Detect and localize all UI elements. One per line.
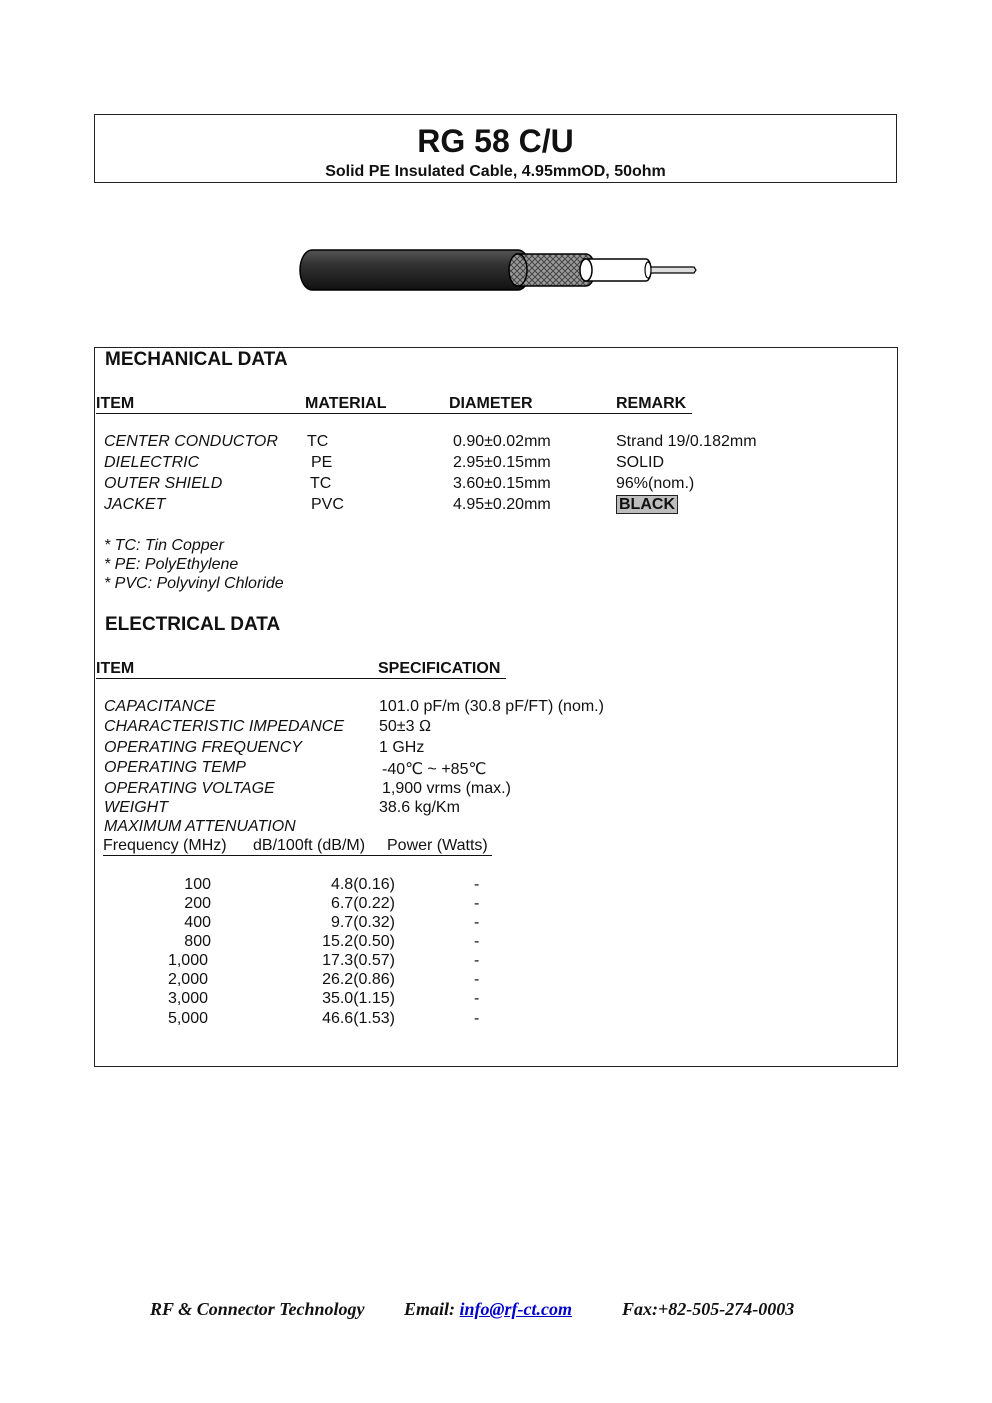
footer-company: RF & Connector Technology [150, 1299, 365, 1319]
elec-item: CAPACITANCE [104, 698, 216, 715]
atten-db: 46.6(1.53) [322, 1010, 395, 1027]
mech-material: TC [307, 433, 329, 450]
footnote: * TC: Tin Copper [104, 537, 224, 554]
elec-spec: 1 GHz [379, 739, 425, 756]
mech-col-item: ITEM [96, 395, 135, 412]
page-subtitle: Solid PE Insulated Cable, 4.95mmOD, 50ohm [325, 163, 666, 180]
atten-db: 9.7(0.32) [330, 914, 395, 931]
elec-col-specification: SPECIFICATION [378, 660, 501, 677]
atten-power: - [474, 971, 480, 988]
atten-db: 26.2(0.86) [322, 971, 395, 988]
elec-spec: 101.0 pF/m (30.8 pF/FT) (nom.) [379, 698, 604, 715]
atten-power: - [474, 876, 480, 893]
atten-db: 17.3(0.57) [322, 952, 395, 969]
mechanical-data-heading: MECHANICAL DATA [105, 349, 288, 370]
atten-power: - [474, 952, 480, 969]
footnote: * PVC: Polyvinyl Chloride [104, 575, 284, 592]
mech-material: PVC [311, 496, 344, 513]
atten-freq: 100 [184, 876, 211, 893]
dielectric-shape [584, 259, 651, 281]
elec-spec: -40℃ ~ +85℃ [382, 761, 487, 778]
atten-freq: 3,000 [167, 990, 208, 1007]
atten-db: 35.0(1.15) [322, 990, 395, 1007]
elec-item: OPERATING VOLTAGE [104, 780, 275, 797]
mech-diameter: 2.95±0.15mm [453, 454, 551, 471]
attenuation-label: MAXIMUM ATTENUATION [104, 818, 296, 835]
elec-item: WEIGHT [104, 799, 168, 816]
atten-power: - [474, 1010, 480, 1027]
jacket-shape [300, 250, 530, 290]
mech-item: JACKET [104, 496, 166, 513]
mech-material: TC [310, 475, 332, 492]
mech-remark: Strand 19/0.182mm [616, 433, 757, 450]
elec-spec: 38.6 kg/Km [379, 799, 460, 816]
atten-col-frequency: Frequency (MHz) [103, 837, 227, 854]
footer-email-label: Email: [404, 1299, 456, 1319]
atten-power: - [474, 933, 480, 950]
atten-freq: 800 [184, 933, 211, 950]
mech-item: DIELECTRIC [104, 454, 200, 471]
atten-db: 15.2(0.50) [322, 933, 395, 950]
mech-remark: SOLID [616, 454, 665, 471]
elec-col-item: ITEM [96, 660, 135, 677]
page-title: RG 58 C/U [417, 123, 574, 159]
footer-email [404, 1299, 572, 1320]
elec-spec: 1,900 vrms (max.) [382, 780, 511, 797]
email-link[interactable]: info@rf-ct.com [459, 1299, 572, 1319]
title-box [94, 114, 897, 183]
atten-col-db: dB/100ft (dB/M) [253, 837, 366, 854]
color-badge: BLACK [616, 495, 678, 514]
mech-diameter: 0.90±0.02mm [453, 433, 551, 450]
atten-freq: 2,000 [167, 971, 208, 988]
mech-diameter: 4.95±0.20mm [453, 496, 551, 513]
mech-item: CENTER CONDUCTOR [104, 433, 278, 450]
atten-col-power: Power (Watts) [387, 837, 488, 854]
mech-diameter: 3.60±0.15mm [453, 475, 551, 492]
atten-power: - [474, 990, 480, 1007]
atten-header-underline [103, 855, 492, 856]
atten-freq: 5,000 [167, 1010, 208, 1027]
mech-header-underline [96, 413, 692, 414]
electrical-data-heading: ELECTRICAL DATA [105, 614, 281, 635]
elec-item: OPERATING TEMP [104, 759, 246, 776]
atten-power: - [474, 914, 480, 931]
elec-item: CHARACTERISTIC IMPEDANCE [104, 718, 345, 735]
atten-db: 6.7(0.22) [330, 895, 395, 912]
mech-col-material: MATERIAL [305, 395, 387, 412]
atten-freq: 200 [184, 895, 211, 912]
mech-col-remark: REMARK [616, 395, 687, 412]
elec-item: OPERATING FREQUENCY [104, 739, 302, 756]
mech-remark: 96%(nom.) [616, 475, 695, 492]
elec-header-underline [96, 678, 506, 679]
atten-power: - [474, 895, 480, 912]
center-conductor-shape [648, 267, 696, 273]
mech-col-diameter: DIAMETER [449, 395, 533, 412]
elec-spec: 50±3 Ω [379, 718, 432, 735]
atten-freq: 1,000 [167, 952, 208, 969]
atten-freq: 400 [184, 914, 211, 931]
coaxial-cable-illustration [298, 244, 702, 294]
footer-fax: Fax:+82-505-274-0003 [622, 1299, 795, 1319]
mech-item: OUTER SHIELD [104, 475, 223, 492]
atten-db: 4.8(0.16) [330, 876, 395, 893]
mech-material: PE [311, 454, 333, 471]
footnote: * PE: PolyEthylene [104, 556, 239, 573]
